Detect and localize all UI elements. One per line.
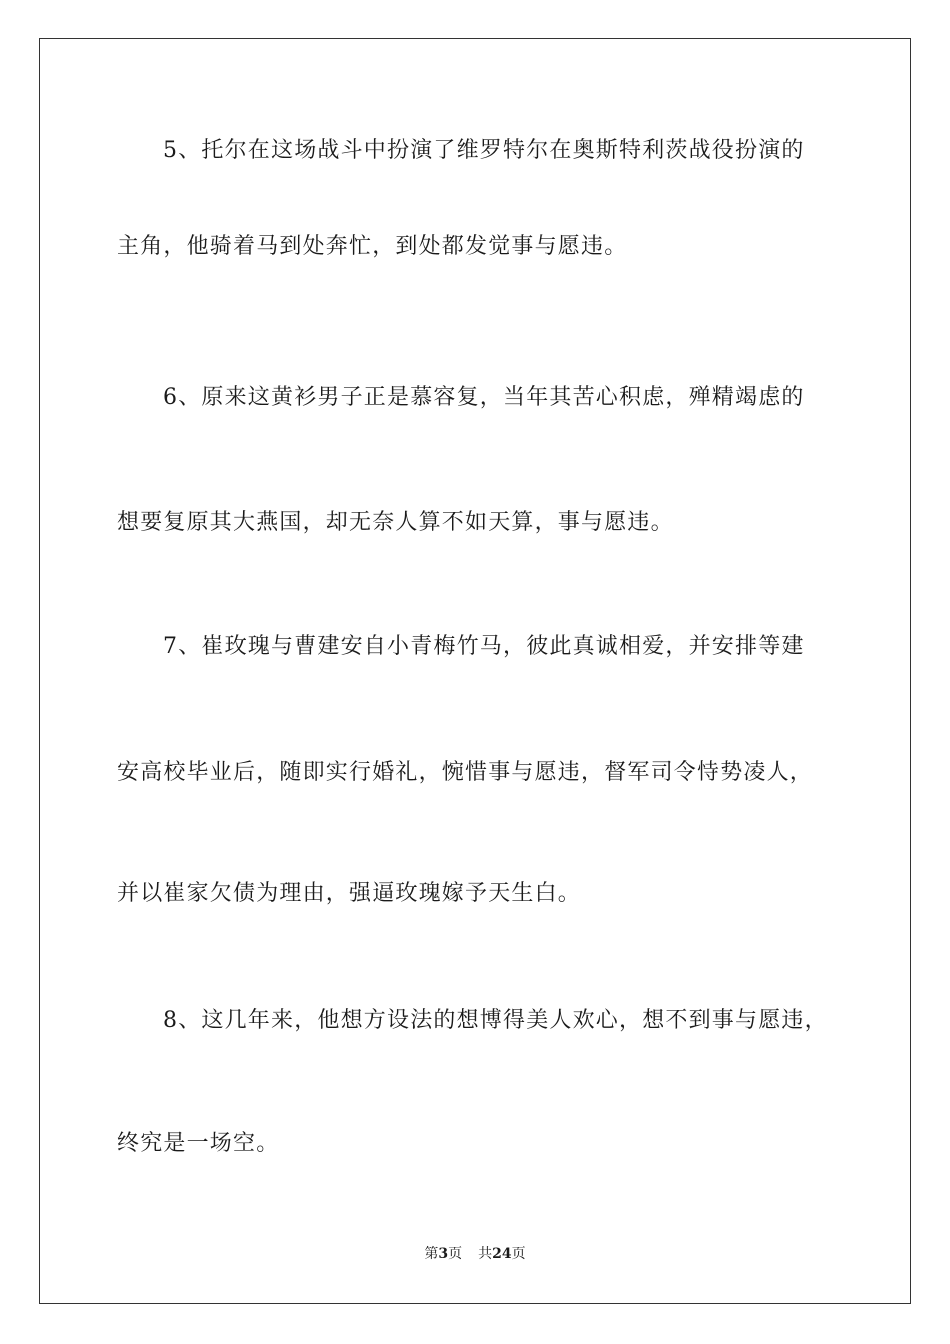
- page-prefix: 第: [424, 1246, 439, 1262]
- current-page-number: 3: [438, 1246, 449, 1262]
- page-border: [39, 38, 911, 1304]
- page-unit: 页: [448, 1246, 463, 1262]
- text-line: 5、托尔在这场战斗中扮演了维罗特尔在奥斯特利茨战役扮演的: [163, 138, 805, 163]
- total-prefix: 共: [478, 1246, 493, 1262]
- text-line: 7、崔玫瑰与曹建安自小青梅竹马，彼此真诚相爱，并安排等建: [163, 634, 805, 659]
- text-line: 并以崔家欠债为理由，强逼玫瑰嫁予天生白。: [117, 881, 582, 906]
- text-line: 安高校毕业后，随即实行婚礼，惋惜事与愿违，督军司令恃势凌人，: [117, 760, 814, 785]
- text-line: 主角，他骑着马到处奔忙，到处都发觉事与愿违。: [117, 234, 628, 259]
- total-unit: 页: [511, 1246, 526, 1262]
- total-page-number: 24: [492, 1246, 512, 1262]
- text-line: 想要复原其大燕国，却无奈人算不如天算，事与愿违。: [117, 510, 674, 535]
- page-number-footer: [0, 1245, 950, 1263]
- text-line: 6、原来这黄衫男子正是慕容复，当年其苦心积虑，殚精竭虑的: [163, 385, 805, 410]
- text-line: 8、这几年来，他想方设法的想博得美人欢心，想不到事与愿违，: [163, 1008, 828, 1033]
- text-line: 终究是一场空。: [117, 1131, 280, 1156]
